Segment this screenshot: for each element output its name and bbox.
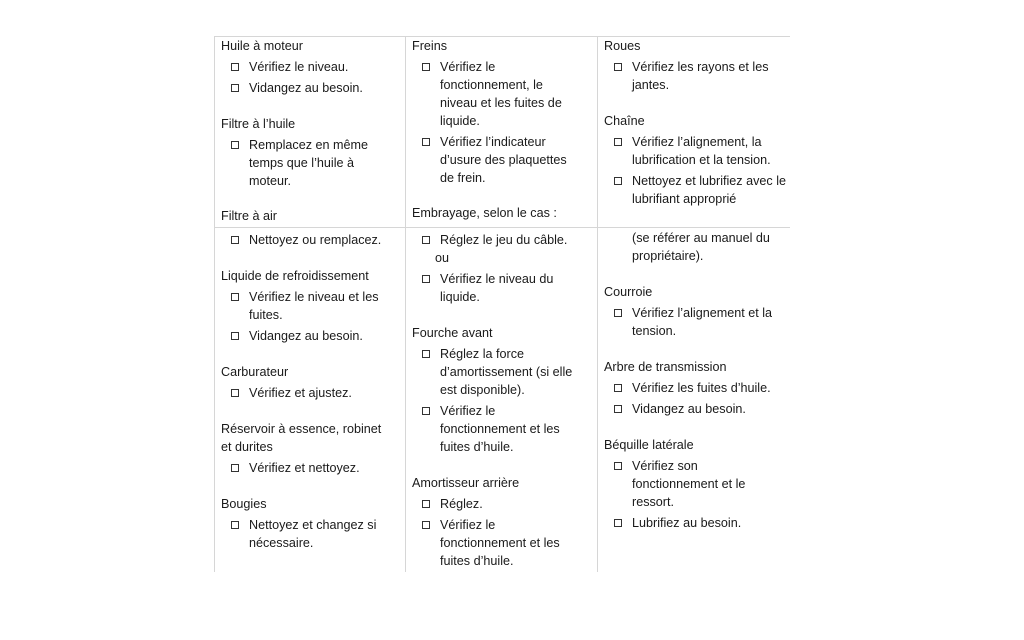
checkbox-icon[interactable] [614, 519, 622, 527]
checkbox-icon[interactable] [231, 464, 239, 472]
checkbox-icon[interactable] [231, 141, 239, 149]
section-heading: Arbre de transmission [604, 360, 727, 374]
section-chaine [604, 112, 789, 208]
checkbox-icon[interactable] [614, 309, 622, 317]
checklist-item[interactable]: Vérifiez le fonctionnement et les fuites d’huile. [412, 516, 580, 570]
section-roues [604, 37, 789, 94]
col1-top-cell [221, 37, 401, 225]
section-heading: Chaîne [604, 114, 645, 128]
section-heading: Freins [412, 39, 447, 53]
checkbox-icon[interactable] [614, 405, 622, 413]
section-bequille-laterale [604, 436, 789, 532]
checklist-item[interactable]: Réglez la force d’amortissement (si elle est disponible). [412, 345, 590, 399]
checklist-item[interactable]: Vérifiez les rayons et les jantes. [604, 58, 782, 94]
section-heading: Fourche avant [412, 326, 493, 340]
section-heading-embrayage: Embrayage, selon le cas : [412, 206, 557, 220]
section-heading: Courroie [604, 285, 653, 299]
or-label: ou [435, 251, 450, 265]
checklist-item[interactable]: Nettoyez et changez si nécessaire. [221, 516, 389, 552]
section-heading: Béquille latérale [604, 438, 694, 452]
checklist-item[interactable]: Vérifiez l’alignement et la tension. [604, 304, 788, 340]
checkbox-icon[interactable] [231, 293, 239, 301]
checklist-item[interactable]: Vérifiez son fonctionnement et le ressort. [604, 457, 772, 511]
checklist-item[interactable]: Remplacez en même temps que l’huile à moteur. [221, 136, 369, 190]
checklist-item[interactable]: Nettoyez et lubrifiez avec le lubrifiant approprié [604, 172, 790, 208]
section-reservoir [221, 420, 401, 477]
checkbox-icon[interactable] [614, 177, 622, 185]
section-filtre-huile [221, 115, 401, 190]
section-amortisseur-arriere [412, 474, 592, 570]
checklist-item[interactable]: Vérifiez le niveau et les fuites. [221, 288, 401, 324]
checkbox-icon[interactable] [422, 500, 430, 508]
checkbox-icon[interactable] [231, 332, 239, 340]
section-carburateur [221, 363, 401, 402]
section-courroie [604, 283, 789, 340]
checkbox-icon[interactable] [422, 407, 430, 415]
checklist-item[interactable]: Réglez. [412, 495, 592, 513]
section-heading: Huile à moteur [221, 39, 303, 53]
checkbox-icon[interactable] [614, 384, 622, 392]
col3-bottom-cell [604, 229, 789, 532]
section-arbre-transmission [604, 358, 789, 418]
table-left-border [214, 36, 215, 572]
section-liquide-refroidissement [221, 267, 401, 345]
section-bougies [221, 495, 401, 552]
section-heading: Réservoir à essence, robinet et durites [221, 422, 382, 454]
col2-bottom-cell [412, 229, 592, 570]
checkbox-icon[interactable] [614, 138, 622, 146]
checklist-item[interactable]: Lubrifiez au besoin. [604, 514, 789, 532]
checkbox-icon[interactable] [231, 63, 239, 71]
checkbox-icon[interactable] [231, 521, 239, 529]
section-heading: Carburateur [221, 365, 289, 379]
checklist-item[interactable]: Vérifiez le fonctionnement et les fuites d’huile. [412, 402, 580, 456]
checklist-item[interactable]: Vérifiez le niveau. [221, 58, 401, 76]
table-column-divider-2 [597, 36, 598, 572]
checklist-item[interactable]: Vérifiez et nettoyez. [221, 459, 401, 477]
checkbox-icon[interactable] [231, 84, 239, 92]
checkbox-icon[interactable] [422, 138, 430, 146]
checklist-item[interactable]: Vidangez au besoin. [221, 79, 401, 97]
checklist-item[interactable]: Vérifiez le fonctionnement, le niveau et les fuites de liquide. [412, 58, 576, 130]
col1-bottom-cell [221, 229, 401, 552]
checkbox-icon[interactable] [231, 389, 239, 397]
checklist-item[interactable]: Vidangez au besoin. [221, 327, 401, 345]
section-heading: Filtre à l’huile [221, 117, 296, 131]
section-heading: Roues [604, 39, 641, 53]
checklist-item[interactable]: Nettoyez ou remplacez. [221, 231, 401, 249]
section-huile-moteur [221, 37, 401, 97]
section-heading-filtre-air: Filtre à air [221, 209, 277, 223]
checkbox-icon[interactable] [231, 236, 239, 244]
table-column-divider-1 [405, 36, 406, 572]
section-freins [412, 37, 592, 187]
checkbox-icon[interactable] [614, 63, 622, 71]
checkbox-icon[interactable] [422, 350, 430, 358]
checklist-item[interactable]: Vérifiez l’alignement, la lubrification et la tension. [604, 133, 778, 169]
section-heading: Bougies [221, 497, 267, 511]
checklist-item[interactable]: Vérifiez le niveau du liquide. [412, 270, 570, 306]
checklist-item[interactable]: Vérifiez et ajustez. [221, 384, 401, 402]
checklist-item[interactable]: Vérifiez l’indicateur d’usure des plaquettes de frein. [412, 133, 580, 187]
section-fourche-avant [412, 324, 592, 456]
checklist-item[interactable]: Vérifiez les fuites d’huile. [604, 379, 789, 397]
checkbox-icon[interactable] [422, 521, 430, 529]
checkbox-icon[interactable] [422, 275, 430, 283]
checkbox-icon[interactable] [422, 63, 430, 71]
col3-top-cell [604, 37, 789, 208]
table-row-divider [214, 227, 790, 228]
checkbox-icon[interactable] [614, 462, 622, 470]
checklist-item[interactable]: Vidangez au besoin. [604, 400, 789, 418]
section-heading: Amortisseur arrière [412, 476, 520, 490]
checkbox-icon[interactable] [422, 236, 430, 244]
checklist-item[interactable]: Réglez le jeu du câble. [412, 231, 592, 249]
col2-top-cell [412, 37, 592, 222]
section-heading: Liquide de refroidissement [221, 269, 369, 283]
chaine-item-continuation: (se référer au manuel du propriétaire). [632, 231, 770, 263]
